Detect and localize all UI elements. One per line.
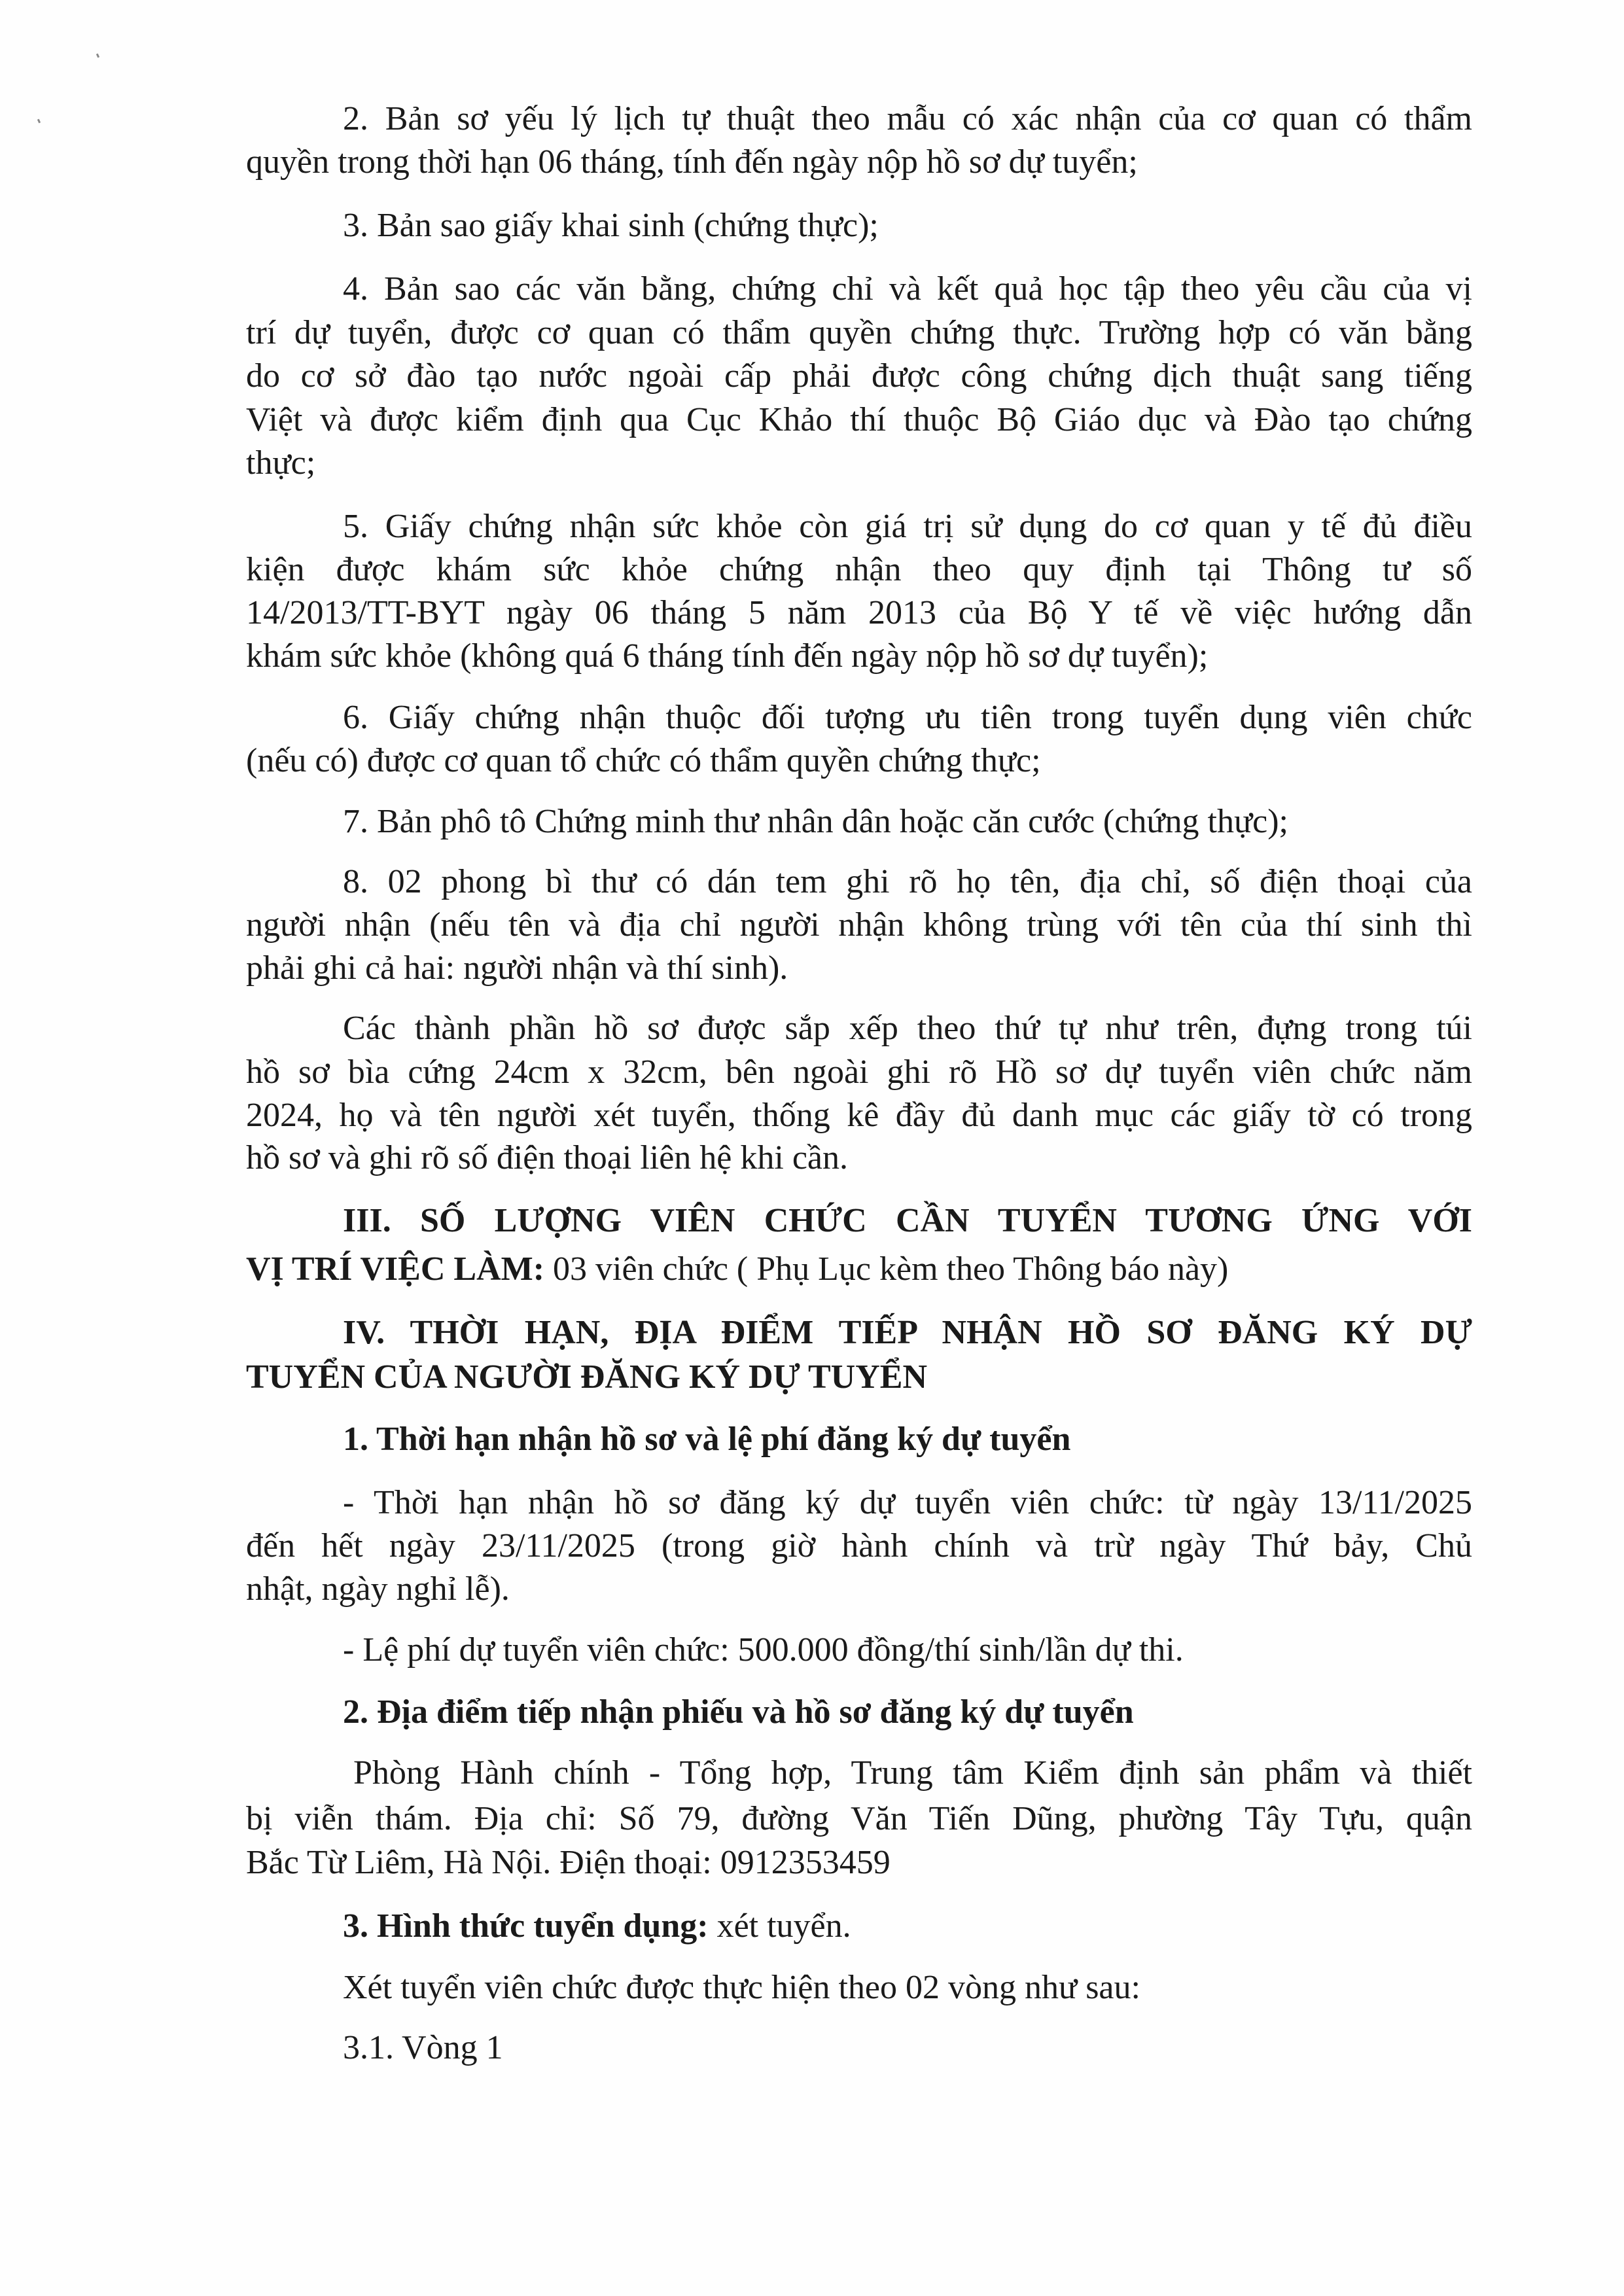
item-8-line: 8. 02 phong bì thư có dán tem ghi rõ họ tên, địa chỉ, số điện thoại của xyxy=(343,863,1472,900)
section-4-heading: TUYỂN CỦA NGƯỜI ĐĂNG KÝ DỰ TUYỂN xyxy=(246,1358,928,1396)
item-4-line: 4. Bản sao các văn bằng, chứng chỉ và kết quả học tập theo yêu cầu của vị xyxy=(343,270,1472,308)
subsection-3-title xyxy=(343,1907,1472,1946)
section-3-label: VỊ TRÍ VIỆC LÀM: xyxy=(246,1250,545,1288)
scan-speck xyxy=(37,119,41,124)
arrangement-line: Các thành phần hồ sơ được sắp xếp theo thứ tự như trên, đựng trong túi xyxy=(343,1010,1472,1047)
scan-speck xyxy=(96,54,99,58)
section-3-heading: III. SỐ LƯỢNG VIÊN CHỨC CẦN TUYỂN TƯƠNG ỨNG VỚI xyxy=(343,1202,1472,1239)
item-8-line: người nhận (nếu tên và địa chỉ người nhận không trùng với tên của thí sinh thì xyxy=(246,906,1472,944)
item-4-line: Việt và được kiểm định qua Cục Khảo thí thuộc Bộ Giáo dục và Đào tạo chứng xyxy=(246,401,1472,438)
item-5-line: 14/2013/TT-BYT ngày 06 tháng 5 năm 2013 của Bộ Y tế về việc hướng dẫn xyxy=(246,594,1472,631)
section-3-value: 03 viên chức ( Phụ Lục kèm theo Thông báo này) xyxy=(544,1250,1229,1288)
item-7-line: 7. Bản phô tô Chứng minh thư nhân dân hoặc căn cước (chứng thực); xyxy=(343,803,1288,840)
item-6-line: (nếu có) được cơ quan tổ chức có thẩm quyền chứng thực; xyxy=(246,742,1041,779)
deadline-line: nhật, ngày nghỉ lễ). xyxy=(246,1570,510,1608)
deadline-line: đến hết ngày 23/11/2025 (trong giờ hành chính và trừ ngày Thứ bảy, Chủ xyxy=(246,1527,1472,1564)
subsection-2-title: 2. Địa điểm tiếp nhận phiếu và hồ sơ đăng ký dự tuyển xyxy=(343,1693,1134,1731)
round-1-heading: 3.1. Vòng 1 xyxy=(343,2029,503,2066)
item-5-line: khám sức khỏe (không quá 6 tháng tính đến ngày nộp hồ sơ dự tuyển); xyxy=(246,637,1209,675)
item-8-line: phải ghi cả hai: người nhận và thí sinh). xyxy=(246,949,788,987)
item-4-line: trí dự tuyển, được cơ quan có thẩm quyền chứng thực. Trường hợp có văn bằng xyxy=(246,314,1472,351)
item-3-line: 3. Bản sao giấy khai sinh (chứng thực); xyxy=(343,207,879,244)
subsection-3-label: 3. Hình thức tuyển dụng: xyxy=(343,1907,709,1945)
subsection-1-title: 1. Thời hạn nhận hồ sơ và lệ phí đăng ký dự tuyển xyxy=(343,1421,1071,1458)
arrangement-line: 2024, họ và tên người xét tuyển, thống kê đầy đủ danh mục các giấy tờ có trong xyxy=(246,1097,1472,1134)
section-3-heading-line2 xyxy=(246,1250,1472,1289)
address-line: Bắc Từ Liêm, Hà Nội. Điện thoại: 0912353459 xyxy=(246,1844,891,1881)
item-2-line: quyền trong thời hạn 06 tháng, tính đến ngày nộp hồ sơ dự tuyển; xyxy=(246,143,1138,181)
address-line: bị viễn thám. Địa chỉ: Số 79, đường Văn Tiến Dũng, phường Tây Tựu, quận xyxy=(246,1800,1472,1837)
item-2-line: 2. Bản sơ yếu lý lịch tự thuật theo mẫu có xác nhận của cơ quan có thẩm xyxy=(343,100,1472,137)
item-5-line: 5. Giấy chứng nhận sức khỏe còn giá trị sử dụng do cơ quan y tế đủ điều xyxy=(343,508,1472,545)
arrangement-line: hồ sơ bìa cứng 24cm x 32cm, bên ngoài ghi rõ Hồ sơ dự tuyển viên chức năm xyxy=(246,1053,1472,1091)
selection-description: Xét tuyển viên chức được thực hiện theo 02 vòng như sau: xyxy=(343,1969,1140,2006)
item-6-line: 6. Giấy chứng nhận thuộc đối tượng ưu tiên trong tuyển dụng viên chức xyxy=(343,699,1472,736)
item-4-line: thực; xyxy=(246,444,316,482)
deadline-line: - Thời hạn nhận hồ sơ đăng ký dự tuyển viên chức: từ ngày 13/11/2025 xyxy=(343,1484,1472,1521)
arrangement-line: hồ sơ và ghi rõ số điện thoại liên hệ khi cần. xyxy=(246,1139,848,1176)
subsection-3-value: xét tuyển. xyxy=(708,1907,851,1945)
item-5-line: kiện được khám sức khỏe chứng nhận theo quy định tại Thông tư số xyxy=(246,551,1472,588)
section-4-heading: IV. THỜI HẠN, ĐỊA ĐIỂM TIẾP NHẬN HỒ SƠ ĐĂNG KÝ DỰ xyxy=(343,1314,1472,1351)
item-4-line: do cơ sở đào tạo nước ngoài cấp phải được công chứng dịch thuật sang tiếng xyxy=(246,357,1472,395)
address-line: Phòng Hành chính - Tổng hợp, Trung tâm Kiểm định sản phẩm và thiết xyxy=(353,1754,1472,1792)
fee-line: - Lệ phí dự tuyển viên chức: 500.000 đồng/thí sinh/lần dự thi. xyxy=(343,1631,1184,1669)
